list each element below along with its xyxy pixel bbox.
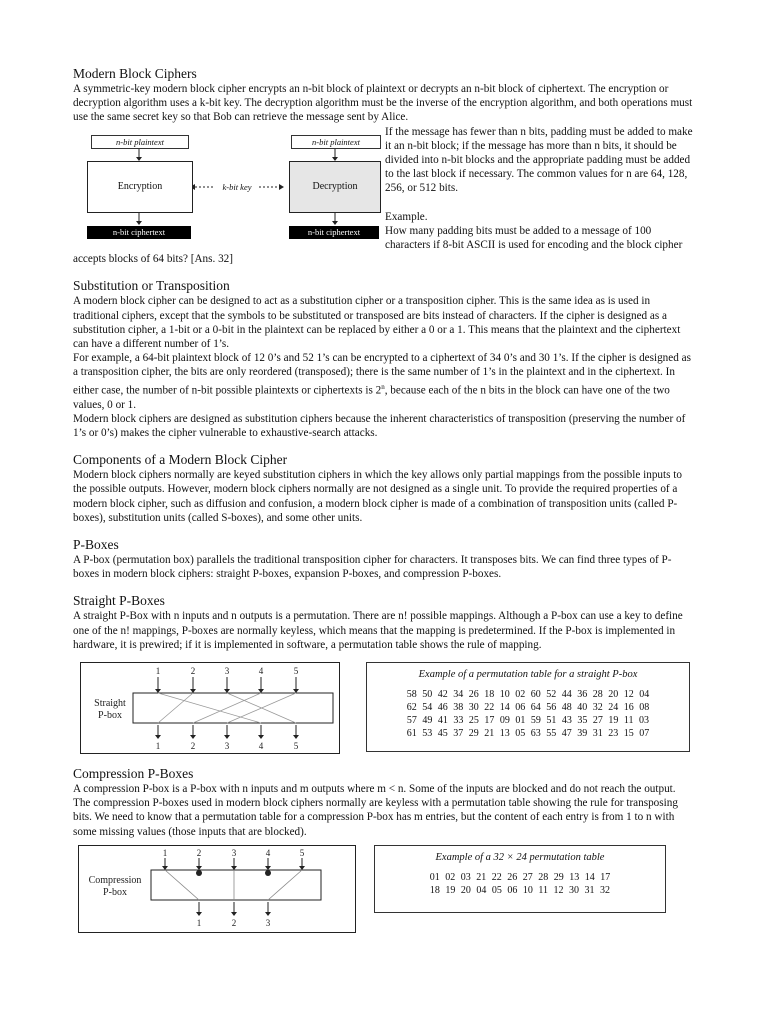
- paragraph: A straight P-Box with n inputs and n outputs is a permutation. There are n! possible mappings. Although a P-box can use a key to define one of the n! mappings, P-boxes are normally keyless, which means that the mapping is predetermined. If the P-box is implemented in hardware, it is prewired; if it is implemented in software, a permutation table shows the rule of mapping.: [73, 610, 683, 651]
- section-title-compression: Compression P-Boxes: [73, 766, 194, 782]
- example-label: Example.: [385, 210, 428, 223]
- paragraph: Modern block ciphers are designed as substitution ciphers because the inherent characteristics of transposition (preserving the number of 1’s or 0’s) makes the cipher vulnerable to exhaustive-search attacks.: [73, 412, 686, 439]
- input-label: 4: [265, 847, 271, 858]
- fig-label: Straight: [94, 698, 126, 710]
- table-title: Example of a permutation table for a straight P-box: [418, 669, 638, 681]
- paragraph: A compression P-box is a P-box with n inputs and m outputs where m < n. Some of the inputs are blocked and do not reach the output. The compression P-boxes used in modern block ciphers normally are keyless with a permutation table showing the rule for transposing bits. We need to know that a permutation table for a compression P-box has m entries, but the content of each entry is from 1 to n with some missing values (those inputs that are blocked).: [73, 783, 678, 838]
- table-row: 18 19 20 04 05 06 10 11 12 30 31 32: [429, 884, 611, 896]
- ciphertext-label-right: n-bit ciphertext: [289, 226, 379, 239]
- output-label: 3: [265, 917, 271, 928]
- input-label: 1: [162, 847, 168, 858]
- table-row: 62 54 46 38 30 22 14 06 64 56 48 40 32 24 16 08: [406, 702, 650, 714]
- output-label: 4: [258, 741, 264, 752]
- plaintext-label-right: n-bit plaintext: [291, 135, 381, 149]
- plaintext-label-left: n-bit plaintext: [91, 135, 189, 149]
- section-title-substitution: Substitution or Transposition: [73, 278, 230, 294]
- key-label: k-bit key: [222, 181, 252, 192]
- table-title: Example of a 32 × 24 permutation table: [435, 851, 605, 863]
- compression-permutation-table: [374, 845, 666, 913]
- input-label: 2: [190, 666, 196, 677]
- paragraph: A P-box (permutation box) parallels the traditional transposition cipher for characters. It transposes bits. We can find three types of P-boxes in modern block ciphers: straight P-boxes, expansion P-boxes, and compression P-boxes.: [73, 554, 672, 581]
- output-label: 1: [155, 741, 161, 752]
- output-label: 2: [190, 741, 196, 752]
- table-row: 61 53 45 37 29 21 13 05 63 55 47 39 31 23 15 07: [406, 728, 650, 740]
- output-label: 3: [224, 741, 230, 752]
- straight-pbox-figure: [80, 662, 340, 754]
- table-row: 57 49 41 33 25 17 09 01 59 51 43 35 27 19 11 03: [406, 715, 650, 727]
- input-label: 2: [196, 847, 202, 858]
- example-text: How many padding bits must be added to a message of 100 characters if 8-bit ASCII is used for encoding and the block cipher accepts blocks of 64 bits? [Ans. 32]: [73, 224, 683, 266]
- paragraph: For example, a 64-bit plaintext block of 12 0’s and 52 1’s can be encrypted to a ciphertext of 34 0’s and 30 1’s. If the cipher is designed as a transposition cipher, the bits are only reordered (transposed); there is the same number of 1’s in the plaintext and in the ciphertext. In either case, the number of n-bit possible plaintexts or ciphertexts is 2$^n$, because each of the n bits in the block can have one of the two values, 0 or 1.: [73, 352, 691, 411]
- section-title-pboxes: P-Boxes: [73, 537, 119, 553]
- input-label: 3: [231, 847, 237, 858]
- cipher-figure: [73, 129, 381, 247]
- ciphertext-label-left: n-bit ciphertext: [87, 226, 191, 239]
- table-row: 58 50 42 34 26 18 10 02 60 52 44 36 28 20 12 04: [406, 689, 650, 701]
- fig-label: P-box: [103, 886, 127, 898]
- output-label: 5: [293, 741, 299, 752]
- output-label: 2: [231, 917, 237, 928]
- paragraph: Modern block ciphers normally are keyed substitution ciphers in which the key allows only partial mappings from the possible inputs to the possible outputs. However, modern block ciphers normally are not designed as a single unit. To provide the required properties of a modern block cipher, such as diffusion and confusion, a modern block cipher is made of a combination of transposition units (called P-boxes), substitution units (called S-boxes), and some other units.: [73, 469, 682, 524]
- table-row: 01 02 03 21 22 26 27 28 29 13 14 17: [429, 871, 611, 883]
- compression-pbox-diagram: [79, 846, 355, 932]
- input-label: 4: [258, 666, 264, 677]
- input-label: 5: [299, 847, 305, 858]
- compression-pbox-figure: [78, 845, 356, 933]
- output-label: 1: [196, 917, 202, 928]
- section-title-modern: Modern Block Ciphers: [73, 66, 197, 81]
- input-label: 3: [224, 666, 230, 677]
- section-title-straight: Straight P-Boxes: [73, 593, 165, 609]
- straight-permutation-table: [366, 662, 690, 752]
- straight-pbox-diagram: [81, 663, 339, 753]
- decryption-block: Decryption: [289, 161, 381, 213]
- fig-label: P-box: [98, 710, 122, 722]
- fig-label: Compression: [88, 874, 142, 886]
- paragraph: A modern block cipher can be designed to act as a substitution cipher or a transposition cipher. This is the same idea as is used in traditional ciphers, except that the symbols to be substituted or transposed are bits instead of characters. If the cipher is designed as a substitution cipher, a 1-bit or a 0-bit in the plaintext can be replaced by either a 0 or a 1. This means that the plaintext and the ciphertext can have a different number of 1’s.: [73, 295, 681, 351]
- encryption-block: Encryption: [87, 161, 193, 213]
- document-page: [73, 66, 695, 935]
- paragraph: A symmetric-key modern block cipher encrypts an n-bit block of plaintext or decrypts an n-bit block of ciphertext. The encryption or decryption algorithm uses a k-bit key. The decryption algorithm must be the inverse of the encryption algorithm, and both operations must use the same secret key so that Bob can retrieve the message sent by Alice.: [73, 83, 693, 124]
- input-label: 5: [293, 666, 299, 677]
- paragraph: If the message has fewer than n bits, padding must be added to make it an n-bit block; if the message has more than n bits, it should be divided into n-bit blocks and the appropriate padding must be added to the last block if necessary. The common values for n are 64, 128, 256, or 512 bits.: [385, 125, 693, 195]
- section-title-components: Components of a Modern Block Cipher: [73, 452, 288, 468]
- input-label: 1: [155, 666, 161, 677]
